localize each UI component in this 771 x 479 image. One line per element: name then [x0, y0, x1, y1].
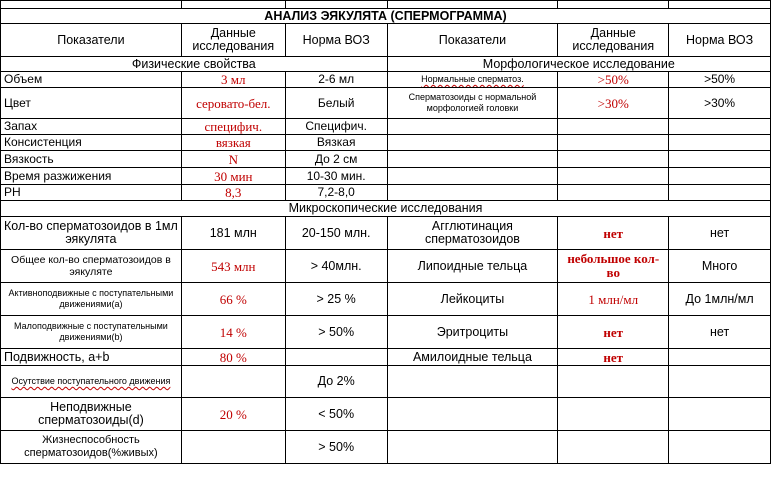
- header-norm-right: Норма ВОЗ: [669, 24, 771, 57]
- table-row: [1, 119, 771, 135]
- row-label: Объем: [1, 72, 182, 88]
- row-value: вязкая: [181, 135, 285, 151]
- morph-value: >50%: [558, 72, 669, 88]
- empty-cell: [387, 151, 558, 168]
- row-value: 3 мл: [181, 72, 285, 88]
- table-row: [1, 349, 771, 366]
- row-label: Запах: [1, 119, 182, 135]
- right-value: нет: [558, 349, 669, 366]
- table-row: [1, 398, 771, 431]
- empty-cell: [387, 119, 558, 135]
- empty-cell: [669, 135, 771, 151]
- table-row: [1, 250, 771, 283]
- right-norm: Много: [669, 250, 771, 283]
- empty-cell: [558, 185, 669, 201]
- table-row: [1, 72, 771, 88]
- right-norm: нет: [669, 316, 771, 349]
- table-row: [1, 88, 771, 119]
- row-label: Время разжижения: [1, 168, 182, 185]
- row-label: Малоподвижные с поступательными движениями(b): [1, 316, 182, 349]
- row-value: 66 %: [181, 283, 285, 316]
- empty-cell: [669, 185, 771, 201]
- right-norm: нет: [669, 217, 771, 250]
- empty-cell: [669, 119, 771, 135]
- empty-cell: [387, 135, 558, 151]
- row-norm: Вязкая: [285, 135, 387, 151]
- right-value: нет: [558, 217, 669, 250]
- row-norm: До 2 см: [285, 151, 387, 168]
- right-value: нет: [558, 316, 669, 349]
- empty-cell: [387, 431, 558, 464]
- right-label: Липоидные тельца: [387, 250, 558, 283]
- section-row: [1, 57, 771, 72]
- row-value: 8,3: [181, 185, 285, 201]
- row-norm: Специфич.: [285, 119, 387, 135]
- row-norm: > 40млн.: [285, 250, 387, 283]
- morph-label: [387, 72, 558, 88]
- row-value: [181, 119, 285, 135]
- top-cut-row: [1, 1, 771, 9]
- empty-cell: [558, 398, 669, 431]
- row-norm: Белый: [285, 88, 387, 119]
- row-label: PH: [1, 185, 182, 201]
- empty-cell: [669, 168, 771, 185]
- morph-label-text: Нормальные сперматоз.: [421, 74, 524, 84]
- section-microscopic: Микроскопические исследования: [1, 201, 771, 217]
- header-data-right: Данные исследования: [558, 24, 669, 57]
- empty-cell: [669, 366, 771, 398]
- row-label: [1, 366, 182, 398]
- table-row: [1, 151, 771, 168]
- row-norm: [285, 349, 387, 366]
- section-morphology: Морфологическое исследование: [387, 57, 770, 72]
- table-row: [1, 283, 771, 316]
- right-label: Амилоидные тельца: [387, 349, 558, 366]
- empty-cell: [558, 119, 669, 135]
- row-label: Подвижность, a+b: [1, 349, 182, 366]
- row-norm: > 50%: [285, 431, 387, 464]
- empty-cell: [669, 151, 771, 168]
- morph-norm: >30%: [669, 88, 771, 119]
- empty-cell: [387, 185, 558, 201]
- empty-cell: [387, 398, 558, 431]
- row-value: серовато-бел.: [181, 88, 285, 119]
- row-norm: > 50%: [285, 316, 387, 349]
- row-label: Неподвижные сперматозоиды(d): [1, 398, 182, 431]
- empty-cell: [669, 431, 771, 464]
- empty-cell: [387, 366, 558, 398]
- header-indicators-right: Показатели: [387, 24, 558, 57]
- table-row: [1, 185, 771, 201]
- table-row: [1, 366, 771, 398]
- row-norm: 7,2-8,0: [285, 185, 387, 201]
- row-value: [181, 366, 285, 398]
- row-label-text: Осутствие поступательного движения: [11, 376, 171, 386]
- row-norm: 20-150 млн.: [285, 217, 387, 250]
- empty-cell: [387, 168, 558, 185]
- empty-cell: [558, 151, 669, 168]
- morph-value: >30%: [558, 88, 669, 119]
- header-row: [1, 24, 771, 57]
- right-norm: [669, 349, 771, 366]
- empty-cell: [669, 398, 771, 431]
- right-norm: До 1млн/мл: [669, 283, 771, 316]
- morph-norm: >50%: [669, 72, 771, 88]
- row-label: Активноподвижные с поступательными движениями(a): [1, 283, 182, 316]
- row-value: N: [181, 151, 285, 168]
- section-row: [1, 201, 771, 217]
- row-value: [181, 431, 285, 464]
- page-title: АНАЛИЗ ЭЯКУЛЯТА (СПЕРМОГРАММА): [1, 9, 771, 24]
- row-value-text: специфич.: [204, 119, 263, 134]
- row-label: Вязкость: [1, 151, 182, 168]
- header-indicators: Показатели: [1, 24, 182, 57]
- row-value: 14 %: [181, 316, 285, 349]
- row-norm: > 25 %: [285, 283, 387, 316]
- header-data: Данные исследования: [181, 24, 285, 57]
- table-row: [1, 316, 771, 349]
- row-value: 30 мин: [181, 168, 285, 185]
- row-value: 543 млн: [181, 250, 285, 283]
- row-norm: < 50%: [285, 398, 387, 431]
- row-label: Консистенция: [1, 135, 182, 151]
- empty-cell: [558, 366, 669, 398]
- row-label: Кол-во сперматозоидов в 1мл эякулята: [1, 217, 182, 250]
- row-norm: До 2%: [285, 366, 387, 398]
- right-value: небольшое кол-во: [558, 250, 669, 283]
- empty-cell: [558, 431, 669, 464]
- empty-cell: [558, 168, 669, 185]
- row-value: 20 %: [181, 398, 285, 431]
- table-row: [1, 431, 771, 464]
- right-label: Агглютинация сперматозоидов: [387, 217, 558, 250]
- title-row: [1, 9, 771, 24]
- row-label: Цвет: [1, 88, 182, 119]
- morph-label: Сперматозоиды с нормальной морфологией головки: [387, 88, 558, 119]
- header-norm: Норма ВОЗ: [285, 24, 387, 57]
- row-label: Жизнеспособность сперматозоидов(%живых): [1, 431, 182, 464]
- right-value: 1 млн/мл: [558, 283, 669, 316]
- row-norm: 2-6 мл: [285, 72, 387, 88]
- row-value: 181 млн: [181, 217, 285, 250]
- right-label: Эритроциты: [387, 316, 558, 349]
- table-row: [1, 168, 771, 185]
- row-norm: 10-30 мин.: [285, 168, 387, 185]
- empty-cell: [558, 135, 669, 151]
- row-value: 80 %: [181, 349, 285, 366]
- right-label: Лейкоциты: [387, 283, 558, 316]
- table-row: [1, 217, 771, 250]
- row-label: Общее кол-во сперматозоидов в эякуляте: [1, 250, 182, 283]
- section-physical: Физические свойства: [1, 57, 388, 72]
- table-row: [1, 135, 771, 151]
